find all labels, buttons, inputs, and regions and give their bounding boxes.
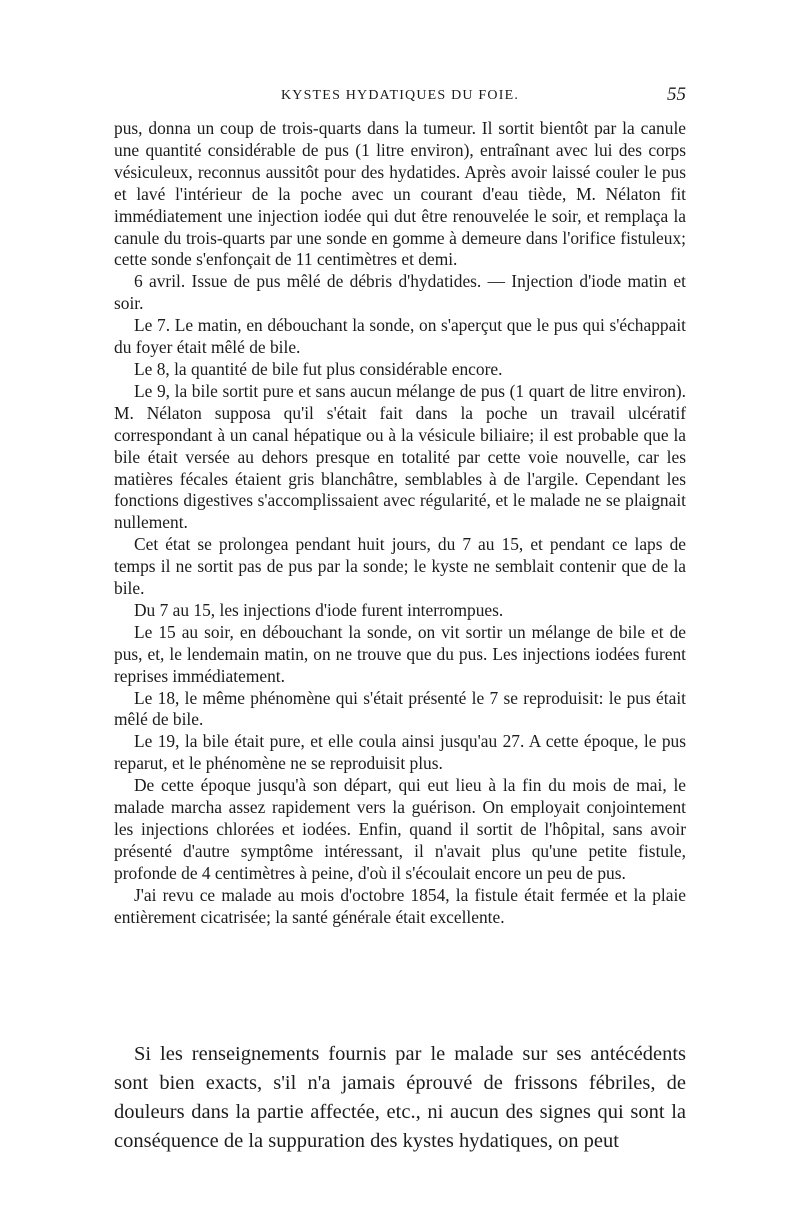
paragraph: Du 7 au 15, les injections d'iode furent interrompues. bbox=[134, 599, 504, 620]
body-text bbox=[114, 118, 686, 929]
paragraph: Le 15 au soir, en débouchant la sonde, on vit sortir un mélange de bile et de pus, et, le lendemain matin, on ne trouve que du pus. Les injections iodées furent reprises immédiatement. bbox=[114, 621, 686, 686]
paragraph: Le 8, la quantité de bile fut plus considérable encore. bbox=[134, 358, 503, 379]
paragraph: Cet état se prolongea pendant huit jours, du 7 au 15, et pendant ce laps de temps il ne sortit pas de pus par la sonde; le kyste ne semblait contenir que de la bile. bbox=[114, 534, 686, 599]
paragraph: pus, donna un coup de trois-quarts dans la tumeur. Il sortit bientôt par la canule une quantité considérable de pus (1 litre environ), entraînant avec lui des corps vésiculeux, reconnus aussitôt pour des hydatides. Après avoir laissé couler le pus et lavé l'intérieur de la poche avec un courant d'eau tiède, M. Nélaton fit immédiatement une injection iodée qui dut être renouvelée le soir, et remplaça la canule du trois-quarts par une sonde en gomme à demeure dans l'orifice fistuleux; cette sonde s'enfonçait de 11 centimètres et demi. bbox=[114, 118, 686, 270]
paragraph: De cette époque jusqu'à son départ, qui eut lieu à la fin du mois de mai, le malade marcha assez rapidement vers la guérison. On employait conjointement les injections chlorées et iodées. Enfin, quand il sortit de l'hôpital, sans avoir présenté d'autre symptôme intéressant, il n'avait plus qu'une petite fistule, profonde de 4 centimètres à peine, d'où il s'écoulait encore un peu de pus. bbox=[114, 775, 686, 883]
running-head-title: KYSTES HYDATIQUES DU FOIE. bbox=[280, 88, 520, 103]
page-number: 55 bbox=[667, 84, 686, 105]
large-type-text bbox=[114, 1040, 686, 1156]
paragraph: Le 9, la bile sortit pure et sans aucun mélange de pus (1 quart de litre environ). M. Nélaton supposa qu'il s'était fait dans la poche un travail ulcératif correspondant à un canal hépatique ou à la vésicule biliaire; il est probable que la bile était versée au dehors presque en totalité par cette voie nouvelle, car les matières fécales étaient gris blanchâtre, semblables à de l'argile. Cependant les fonctions digestives s'accomplissaient avec régularité, et le malade ne se plaignait nullement. bbox=[114, 380, 686, 533]
paragraph: Le 19, la bile était pure, et elle coula ainsi jusqu'au 27. A cette époque, le pus reparut, et le phénomène ne se reproduisit plus. bbox=[114, 731, 686, 774]
paragraph: J'ai revu ce malade au mois d'octobre 1854, la fistule était fermée et la plaie entièrement cicatrisée; la santé générale était excellente. bbox=[114, 884, 686, 927]
paragraph: 6 avril. Issue de pus mêlé de débris d'hydatides. — Injection d'iode matin et soir. bbox=[114, 271, 686, 314]
paragraph: Le 18, le même phénomène qui s'était présenté le 7 se reproduisit: le pus était mêlé de bile. bbox=[114, 687, 686, 730]
large-paragraph: Si les renseignements fournis par le malade sur ses antécédents sont bien exacts, s'il n'a jamais éprouvé de frissons fébriles, de douleurs dans la partie affectée, etc., ni aucun des signes qui sont la conséquence de la suppuration des kystes hydatiques, on peut bbox=[114, 1043, 686, 1152]
running-head bbox=[114, 84, 686, 112]
paragraph: Le 7. Le matin, en débouchant la sonde, on s'aperçut que le pus qui s'échappait du foyer était mêlé de bile. bbox=[114, 315, 686, 358]
